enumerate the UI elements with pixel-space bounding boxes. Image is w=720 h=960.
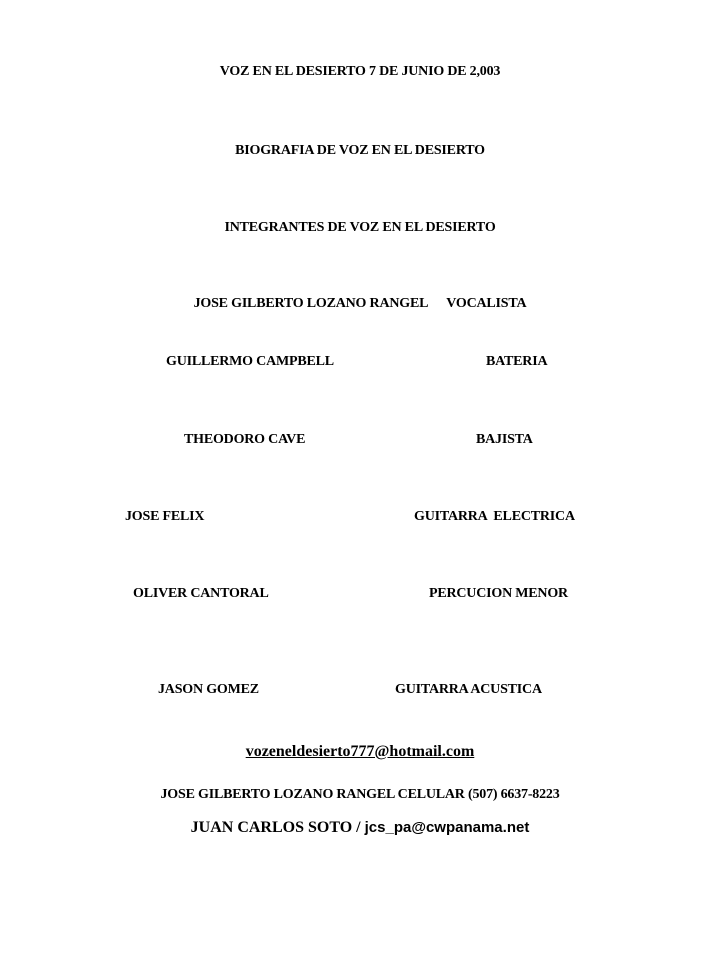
member-role-6: GUITARRA ACUSTICA — [395, 682, 542, 697]
juan-contact-line — [0, 819, 720, 837]
juan-email: jcs_pa@cwpanama.net — [364, 819, 530, 836]
biography-heading: BIOGRAFIA DE VOZ EN EL DESIERTO — [235, 143, 485, 158]
members-heading: INTEGRANTES DE VOZ EN EL DESIERTO — [224, 220, 496, 235]
member-name-6: JASON GOMEZ — [158, 682, 259, 697]
phone-line: JOSE GILBERTO LOZANO RANGEL CELULAR (507) 6637-8223 — [160, 787, 560, 802]
member-name-1: JOSE GILBERTO LOZANO RANGEL — [193, 296, 429, 311]
member-row-1 — [0, 296, 720, 312]
member-role-4: GUITARRA ELECTRICA — [414, 509, 575, 524]
juan-name: JUAN CARLOS SOTO / — [190, 819, 365, 836]
member-role-5: PERCUCION MENOR — [429, 586, 568, 601]
band-email-link[interactable]: vozeneldesierto777@hotmail.com — [245, 743, 475, 760]
member-role-1: VOCALISTA — [446, 296, 527, 311]
member-name-4: JOSE FELIX — [125, 509, 205, 524]
document-title: VOZ EN EL DESIERTO 7 DE JUNIO DE 2,003 — [219, 64, 501, 79]
member-name-5: OLIVER CANTORAL — [133, 586, 269, 601]
member-role-2: BATERIA — [486, 354, 548, 369]
member-role-3: BAJISTA — [476, 432, 533, 447]
member-name-2: GUILLERMO CAMPBELL — [166, 354, 334, 369]
member-name-3: THEODORO CAVE — [184, 432, 306, 447]
